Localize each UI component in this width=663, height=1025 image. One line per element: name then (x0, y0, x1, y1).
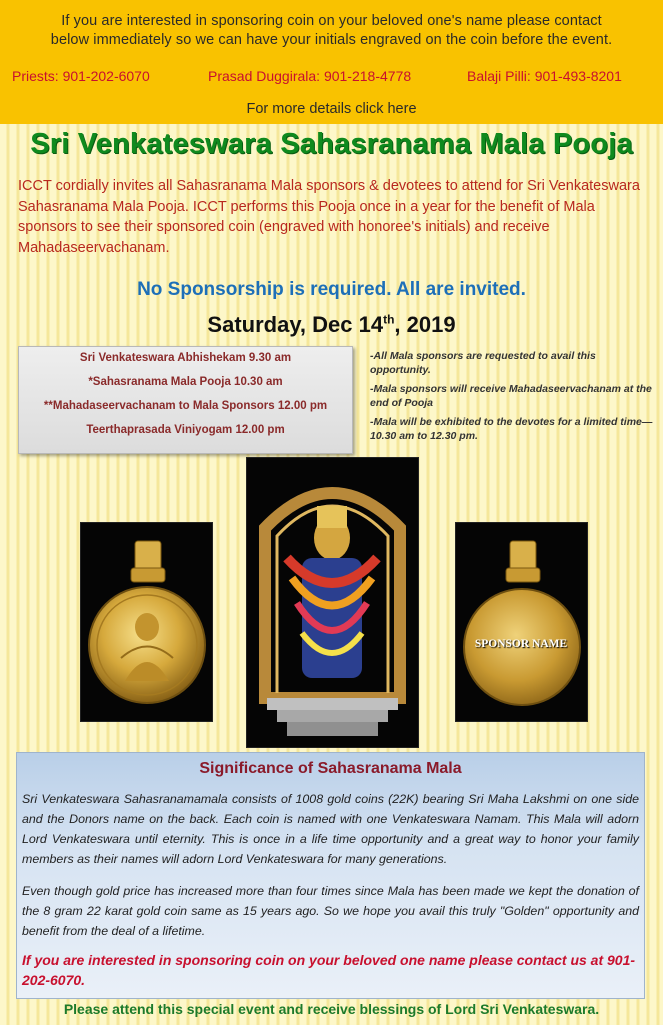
footer-message: Please attend this special event and receive blessings of Lord Sri Venkateswara. (63, 1001, 600, 1017)
deity-image (246, 457, 419, 748)
sponsor-name-label: SPONSOR NAME (474, 638, 568, 650)
event-date-year: , 2019 (394, 312, 456, 337)
schedule-box (18, 346, 353, 454)
more-details-link[interactable]: For more details click here (246, 101, 417, 117)
sponsor-notice (6, 12, 657, 50)
note-item: -Mala will be exhibited to the devotes for a limited time— 10.30 am to 12.30 pm. (370, 416, 653, 442)
no-sponsorship-note: No Sponsorship is required. All are invited. (137, 279, 526, 300)
significance-box (16, 752, 645, 999)
significance-paragraph-1: Sri Venkateswara Sahasranamamala consists of 1008 gold coins (22K) bearing Sri Maha Lakshmi on one side and the Donors name on the back. Each coin is named with one Venkateswara Namam. This Mala will adorn Lord Venkateswara until eternity. This is once in a life time opportunity and a great way to honor your family members as their names will adorn Lord Venkateswara for many generations. (22, 792, 639, 866)
note-item: -Mala sponsors will receive Mahadaseervachanam at the end of Pooja (370, 383, 652, 409)
significance-title: Significance of Sahasranama Mala (199, 760, 462, 777)
coin-front-image (80, 522, 213, 722)
note-item: -All Mala sponsors are requested to avail this opportunity. (370, 350, 596, 376)
schedule-item: **Mahadaseervachanam to Mala Sponsors 12.00 pm (43, 400, 328, 412)
sponsor-notes (370, 349, 655, 448)
notice-line-1: If you are interested in sponsoring coin on your beloved one's name please contact (61, 13, 602, 29)
schedule-item: Sri Venkateswara Abhishekam 9.30 am (79, 352, 292, 364)
sponsor-coin-icon (456, 523, 587, 721)
lakshmi-coin-icon (81, 523, 212, 721)
significance-contact: If you are interested in sponsoring coin on your beloved one name please contact us at 901-202-6070. (22, 952, 636, 988)
event-date-suffix: th (383, 312, 395, 327)
event-date (0, 312, 663, 338)
significance-paragraph-2: Even though gold price has increased more than four times since Mala has been made we kept the donation of the 8 gram 22 karat gold coin same as 15 years ago. So we hope you avail this truly "Golden" opportunity and benefit from the deal of a lifetime. (22, 884, 639, 938)
coin-back-image (455, 522, 588, 722)
venkateswara-idol-icon (247, 458, 418, 747)
invitation-text: ICCT cordially invites all Sahasranama Mala sponsors & devotees to attend for Sri Venkateswara Sahasranama Mala Pooja. ICCT performs this Pooja once in a year for the benefit of Mala sponsors to see their sponsored coin (engraved with honoree's initials) and receive Mahadaseervachanam. (18, 178, 640, 256)
contact-balaji: Balaji Pilli: 901-493-8201 (467, 68, 622, 84)
notice-line-2: below immediately so we can have your initials engraved on the coin before the event. (50, 32, 613, 48)
schedule-item: *Sahasranama Mala Pooja 10.30 am (88, 376, 283, 388)
top-banner (0, 0, 663, 124)
contact-list (0, 68, 663, 88)
page-title: Sri Venkateswara Sahasranama Mala Pooja (30, 128, 633, 160)
contact-priests: Priests: 901-202-6070 (12, 68, 150, 84)
event-date-day: Saturday, Dec 14 (207, 312, 384, 337)
schedule-item: Teerthaprasada Viniyogam 12.00 pm (86, 424, 285, 436)
contact-prasad: Prasad Duggirala: 901-218-4778 (208, 68, 412, 84)
